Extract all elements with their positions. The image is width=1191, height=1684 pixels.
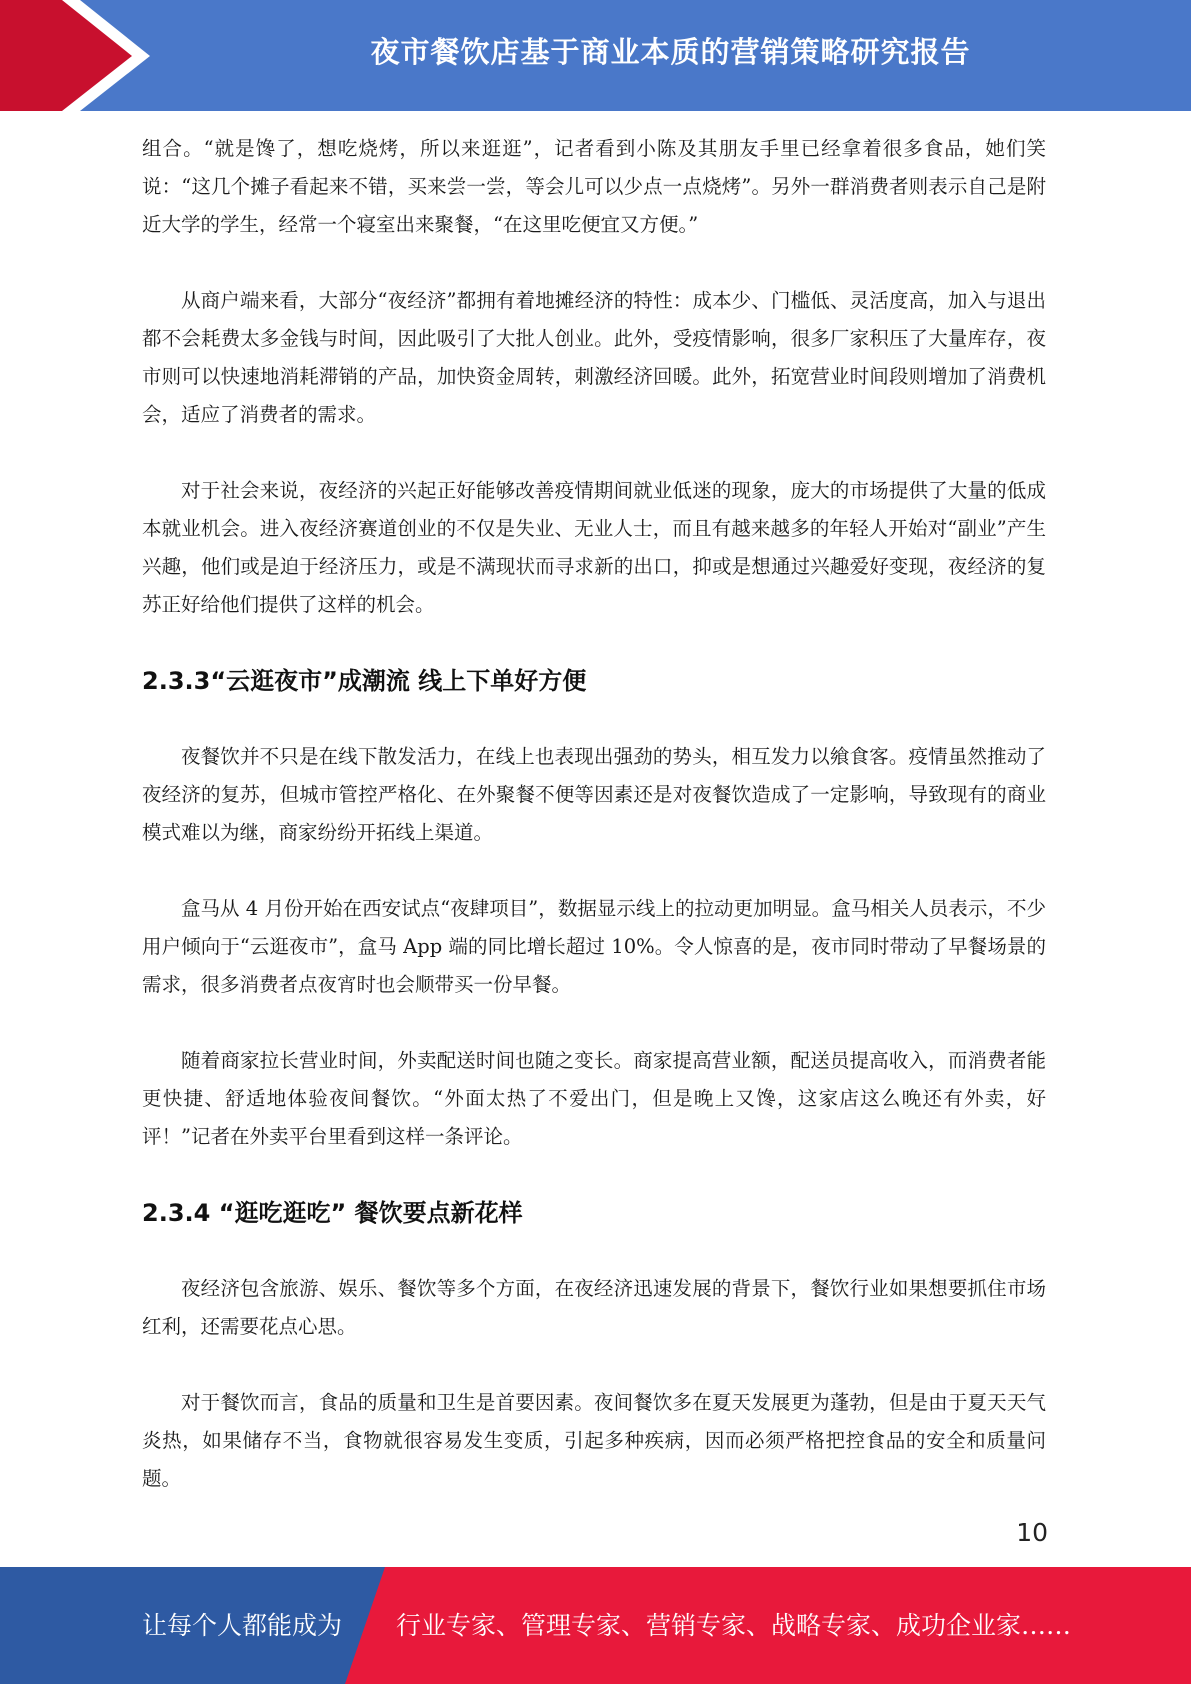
paragraph: 对于社会来说，夜经济的兴起正好能够改善疫情期间就业低迷的现象，庞大的市场提供了大量的低成本就业机会。进入夜经济赛道创业的不仅是失业、无业人士，而且有越来越多的年轻人开始对“副业”产生兴趣，他们或是迫于经济压力，或是不满现状而寻求新的出口，抑或是想通过兴趣爱好变现，夜经济的复苏正好给他们提供了这样的机会。 [142,479,1046,616]
document-body [142,130,1046,1498]
section-heading: 2.3.3“云逛夜市”成潮流 线上下单好方便 [142,667,587,695]
footer-slogan-left: 让每个人都能成为 [142,1611,343,1640]
footer-slogan-right: 行业专家、管理专家、营销专家、战略专家、成功企业家…… [396,1611,1072,1640]
report-title: 夜市餐饮店基于商业本质的营销策略研究报告 [370,34,971,69]
paragraph: 盒马从 4 月份开始在西安试点“夜肆项目”，数据显示线上的拉动更加明显。盒马相关人员表示，不少用户倾向于“云逛夜市”，盒马 App 端的同比增长超过 10%。令人惊喜的是，夜市同时带动了早餐场景的需求，很多消费者点夜宵时也会顺带买一份早餐。 [142,897,1046,996]
page-footer [0,1567,1191,1684]
page-number: 10 [1016,1518,1048,1547]
paragraph: 随着商家拉长营业时间，外卖配送时间也随之变长。商家提高营业额，配送员提高收入，而消费者能更快捷、舒适地体验夜间餐饮。“外面太热了不爱出门，但是晚上又馋，这家店这么晚还有外卖，好评！”记者在外卖平台里看到这样一条评论。 [142,1049,1046,1148]
paragraph: 从商户端来看，大部分“夜经济”都拥有着地摊经济的特性：成本少、门槛低、灵活度高，加入与退出都不会耗费太多金钱与时间，因此吸引了大批人创业。此外，受疫情影响，很多厂家积压了大量库存，夜市则可以快速地消耗滞销的产品，加快资金周转，刺激经济回暖。此外，拓宽营业时间段则增加了消费机会，适应了消费者的需求。 [142,289,1046,426]
page-header [0,0,1191,111]
section-heading: 2.3.4 “逛吃逛吃” 餐饮要点新花样 [142,1199,523,1227]
paragraph: 组合。“就是馋了，想吃烧烤，所以来逛逛”，记者看到小陈及其朋友手里已经拿着很多食品，她们笑说：“这几个摊子看起来不错，买来尝一尝，等会儿可以少点一点烧烤”。另外一群消费者则表示自己是附近大学的学生，经常一个寝室出来聚餐，“在这里吃便宜又方便。” [142,137,1046,236]
paragraph: 夜经济包含旅游、娱乐、餐饮等多个方面，在夜经济迅速发展的背景下，餐饮行业如果想要抓住市场红利，还需要花点心思。 [142,1277,1046,1338]
paragraph: 夜餐饮并不只是在线下散发活力，在线上也表现出强劲的势头，相互发力以飨食客。疫情虽然推动了夜经济的复苏，但城市管控严格化、在外聚餐不便等因素还是对夜餐饮造成了一定影响，导致现有的商业模式难以为继，商家纷纷开拓线上渠道。 [142,745,1046,844]
paragraph: 对于餐饮而言，食品的质量和卫生是首要因素。夜间餐饮多在夏天发展更为蓬勃，但是由于夏天天气炎热，如果储存不当，食物就很容易发生变质，引起多种疾病，因而必须严格把控食品的安全和质量问题。 [142,1391,1046,1490]
